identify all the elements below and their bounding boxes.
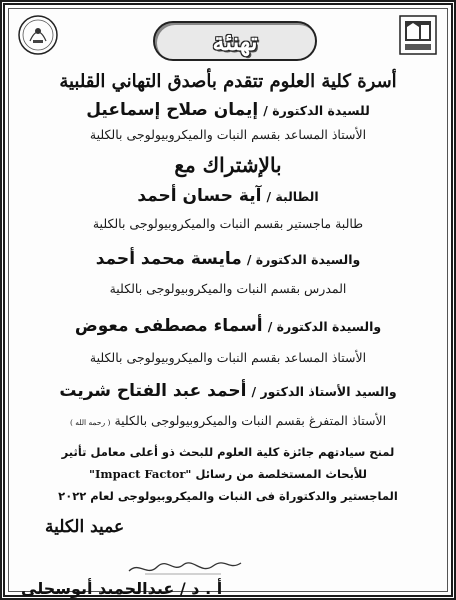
honoree-4-title: والسيدة الدكتورة / bbox=[267, 319, 382, 334]
honoree-2-title: الطالبة / bbox=[266, 189, 319, 204]
honoree-5-note: ( رحمه الله ) bbox=[69, 418, 111, 427]
honoree-1-line bbox=[19, 102, 437, 119]
award-line-1: لمنح سيادتهم جائزة كلية العلوم للبحث ذو أعلى معامل تأثير bbox=[61, 445, 395, 459]
honoree-4-line bbox=[19, 318, 437, 335]
handwritten-signature bbox=[125, 557, 245, 579]
award-line-2 bbox=[19, 469, 437, 481]
signature-name: أ . د / عبدالحميد أبوسحلى bbox=[21, 579, 223, 598]
intro-text: أسرة كلية العلوم تتقدم بأصدق التهاني القلبية bbox=[59, 71, 397, 92]
honoree-3-position: المدرس بقسم النبات والميكروبيولوجى بالكلية bbox=[109, 281, 347, 296]
heading-banner: تهنئة bbox=[153, 21, 317, 61]
university-emblem-icon bbox=[397, 13, 439, 57]
honoree-1-name: إيمان صلاح إسماعيل bbox=[86, 100, 259, 120]
honoree-3-name: مايسة محمد أحمد bbox=[95, 249, 242, 269]
honoree-4-position: الأستاذ المساعد بقسم النبات والميكروبيولوجى بالكلية bbox=[89, 350, 367, 365]
honoree-2-position: طالبة ماجستير بقسم النبات والميكروبيولوجى بالكلية bbox=[92, 216, 364, 231]
award-line-3: الماجستير والدكتوراة فى النبات والميكروبيولوجى لعام ٢٠٢٢ bbox=[58, 489, 398, 503]
honoree-2-line bbox=[19, 188, 437, 205]
impact-factor-term: "Impact Factor" bbox=[89, 467, 192, 481]
honoree-2-name: آية حسان أحمد bbox=[137, 186, 262, 206]
honoree-3-line bbox=[19, 251, 437, 268]
honoree-5-title: والسيد الأستاذ الدكتور / bbox=[251, 384, 397, 399]
honoree-4-name: أسماء مصطفى معوض bbox=[74, 316, 263, 336]
honoree-5-line bbox=[19, 383, 437, 400]
faculty-emblem-icon bbox=[17, 13, 59, 57]
signature-role: عميد الكلية bbox=[45, 517, 125, 537]
honoree-1-title: للسيدة الدكتورة / bbox=[263, 103, 370, 118]
award-line-2-prefix: للأبحاث المستخلصة من رسائل bbox=[195, 467, 367, 481]
honoree-3-title: والسيدة الدكتورة / bbox=[246, 252, 361, 267]
honoree-5-position-line bbox=[19, 415, 437, 428]
honoree-1-position: الأستاذ المساعد بقسم النبات والميكروبيولوجى بالكلية bbox=[89, 127, 367, 142]
honoree-5-position: الأستاذ المتفرغ بقسم النبات والميكروبيولوجى بالكلية bbox=[114, 413, 387, 428]
honoree-5-name: أحمد عبد الفتاح شريت bbox=[59, 381, 247, 401]
joint-label: بالإشتراك مع bbox=[174, 153, 282, 177]
